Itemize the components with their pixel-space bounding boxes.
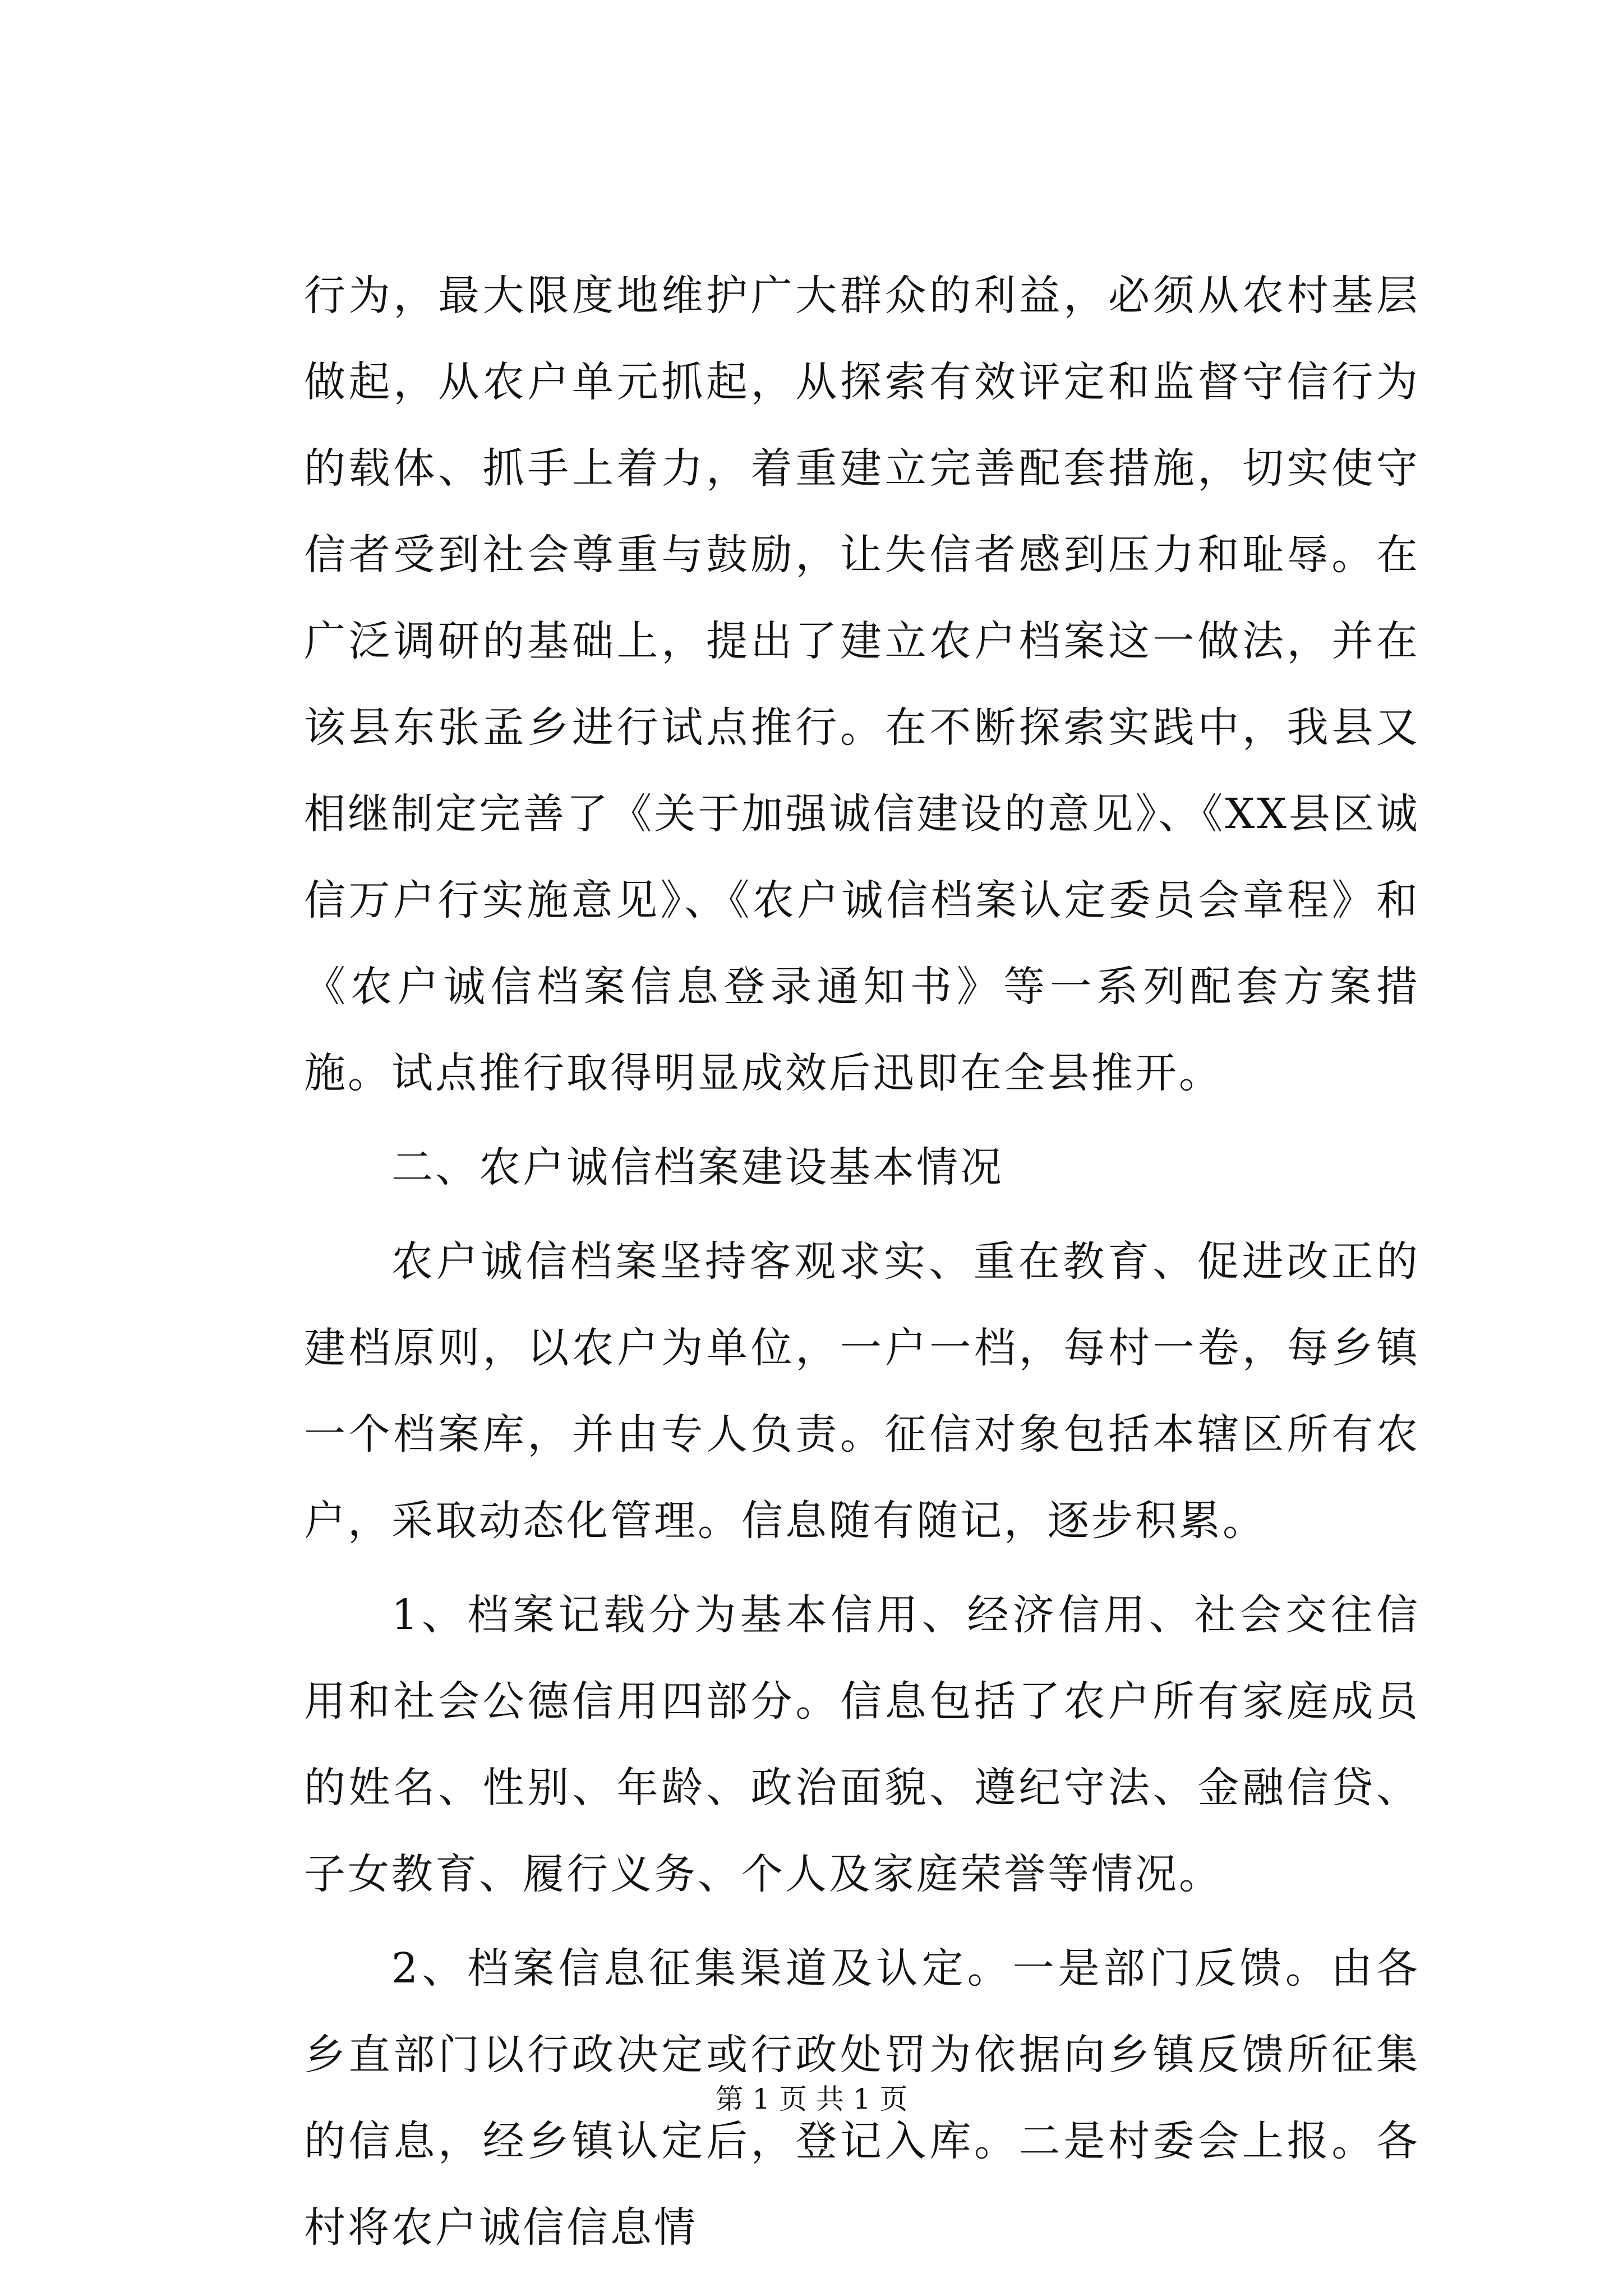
paragraph-principles: 农户诚信档案坚持客观求实、重在教育、促进改正的建档原则，以农户为单位，一户一档，每村一卷，每乡镇一个档案库，并由专人负责。征信对象包括本辖区所有农户，采取动态化管理。信息随有随记，逐步积累。 (304, 1237, 1420, 1545)
paragraph-item-1: 1、档案记载分为基本信用、经济信用、社会交往信用和社会公德信用四部分。信息包括了农户所有家庭成员的姓名、性别、年龄、政治面貌、遵纪守法、金融信贷、子女教育、履行义务、个人及家庭荣誉等情况。 (304, 1591, 1420, 1898)
paragraph-item-2: 2、档案信息征集渠道及认定。一是部门反馈。由各乡直部门以行政决定或行政处罚为依据向乡镇反馈所征集的信息，经乡镇认定后，登记入库。二是村委会上报。各村将农户诚信信息情 (304, 1944, 1420, 2252)
page-number-footer: 第 1 页 共 1 页 (715, 2083, 908, 2115)
section-heading: 二、农户诚信档案建设基本情况 (391, 1143, 1004, 1191)
paragraph-continuation: 行为，最大限度地维护广大群众的利益，必须从农村基层做起，从农户单元抓起，从探索有效评定和监督守信行为的载体、抓手上着力，着重建立完善配套措施，切实使守信者受到社会尊重与鼓励，让失信者感到压力和耻辱。在广泛调研的基础上，提出了建立农户档案这一做法，并在该县东张孟乡进行试点推行。在不断探索实践中，我县又相继制定完善了《关于加强诚信建设的意见》、《XX县区诚信万户行实施意见》、《农户诚信档案认定委员会章程》和《农户诚信档案信息登录通知书》等一系列配套方案措施。试点推行取得明显成效后迅即在全县推开。 (304, 272, 1420, 1097)
document-body (304, 252, 1420, 2271)
